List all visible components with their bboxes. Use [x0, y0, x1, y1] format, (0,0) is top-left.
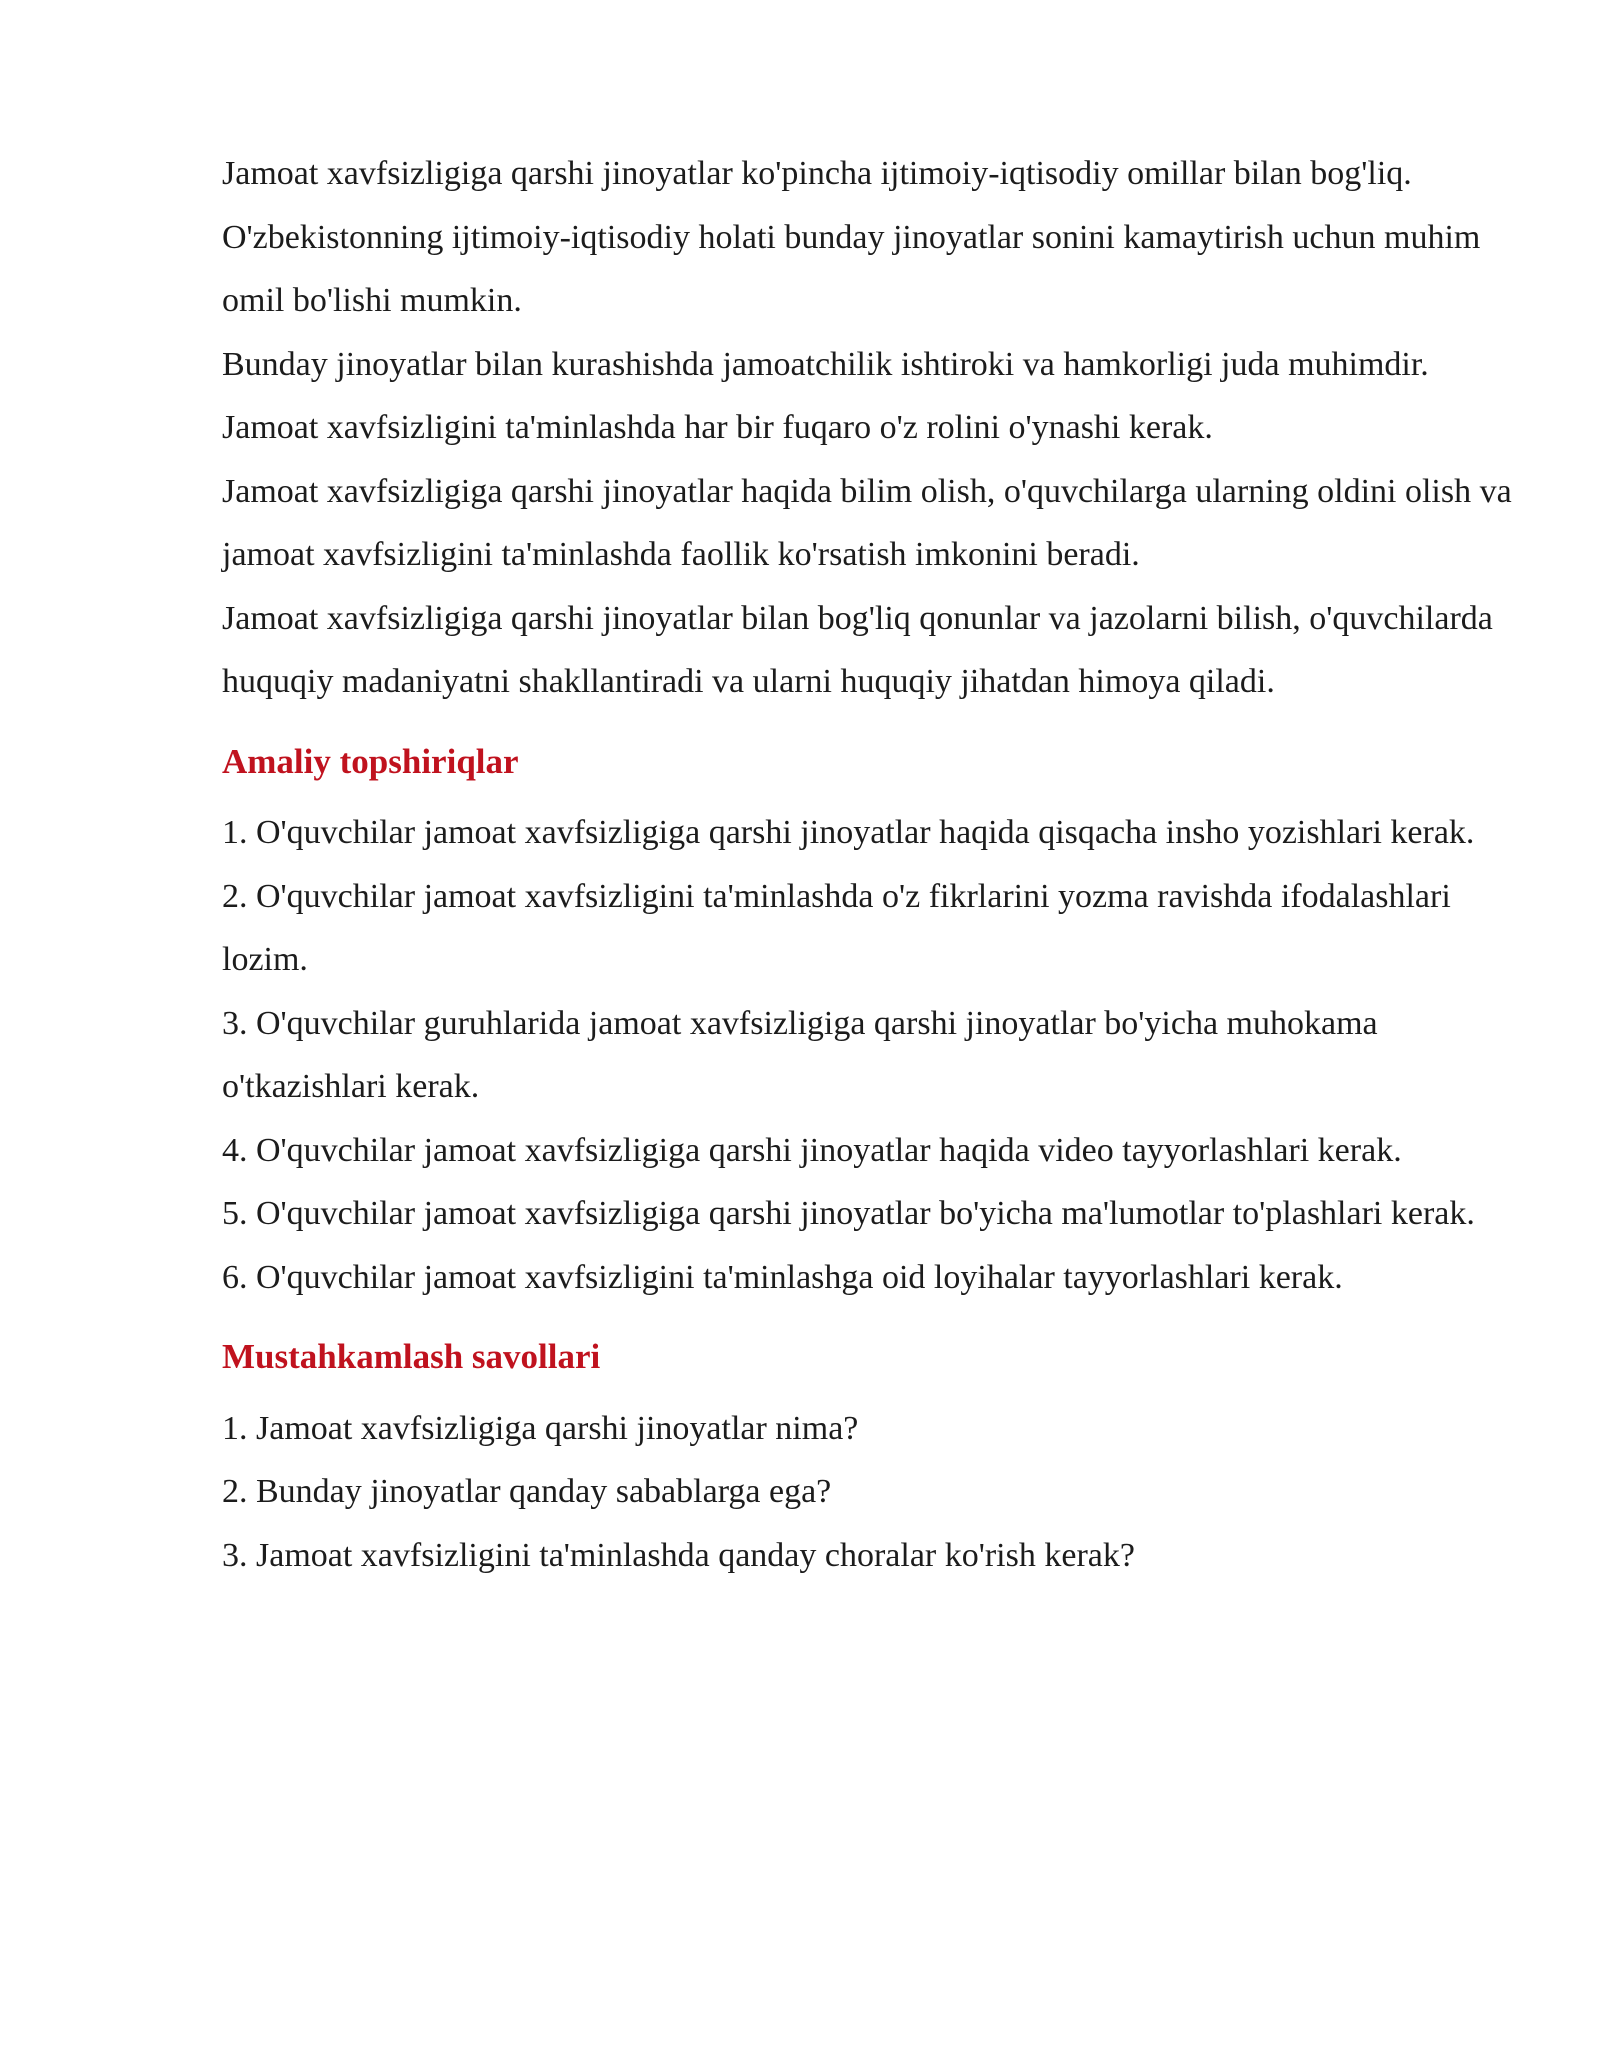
practical-tasks-list: [222, 801, 1512, 1309]
intro-paragraph-2: Bunday jinoyatlar bilan kurashishda jamoatchilik ishtiroki va hamkorligi juda muhimdir. Jamoat xavfsizligini ta'minlashda har bir fuqaro o'z rolini o'ynashi kerak.: [222, 345, 1429, 446]
intro-paragraph-4: Jamoat xavfsizligiga qarshi jinoyatlar bilan bog'liq qonunlar va jazolarni bilish, o'quvchilarda huquqiy madaniyatni shakllantiradi va ularni huquqiy jihatdan himoya qiladi.: [222, 599, 1493, 700]
review-question-item: 1. Jamoat xavfsizligiga qarshi jinoyatlar nima?: [222, 1409, 859, 1447]
review-question-item: 3. Jamoat xavfsizligini ta'minlashda qanday choralar ko'rish kerak?: [222, 1536, 1135, 1574]
practical-task-item: 5. O'quvchilar jamoat xavfsizligiga qarshi jinoyatlar bo'yicha ma'lumotlar to'plashlari kerak.: [222, 1195, 1475, 1232]
practical-task-item: 3. O'quvchilar guruhlarida jamoat xavfsizligiga qarshi jinoyatlar bo'yicha muhokama o'tkazishlari kerak.: [222, 1004, 1378, 1105]
review-question-item: 2. Bunday jinoyatlar qanday sabablarga ega?: [222, 1473, 832, 1510]
practical-tasks-heading: Amaliy topshiriqlar: [222, 741, 519, 781]
practical-task-item: 2. O'quvchilar jamoat xavfsizligini ta'minlashda o'z fikrlarini yozma ravishda ifodalashlari lozim.: [222, 877, 1451, 978]
document-page: [222, 142, 1512, 1587]
review-questions-list: [222, 1397, 1512, 1588]
intro-paragraph-3: Jamoat xavfsizligiga qarshi jinoyatlar haqida bilim olish, o'quvchilarga ularning oldini olish va jamoat xavfsizligini ta'minlashda faollik ko'rsatish imkonini beradi.: [222, 472, 1512, 573]
intro-paragraph-1: Jamoat xavfsizligiga qarshi jinoyatlar ko'pincha ijtimoiy-iqtisodiy omillar bilan bog'liq. O'zbekistonning ijtimoiy-iqtisodiy holati bunday jinoyatlar sonini kamaytirish uchun muhim omil bo'lishi mumkin.: [222, 155, 1481, 319]
practical-task-item: 1. O'quvchilar jamoat xavfsizligiga qarshi jinoyatlar haqida qisqacha insho yozishlari kerak.: [222, 814, 1475, 851]
review-questions-heading: Mustahkamlash savollari: [222, 1337, 601, 1376]
practical-task-item: 6. O'quvchilar jamoat xavfsizligini ta'minlashga oid loyihalar tayyorlashlari kerak.: [222, 1258, 1343, 1296]
practical-task-item: 4. O'quvchilar jamoat xavfsizligiga qarshi jinoyatlar haqida video tayyorlashlari kerak.: [222, 1131, 1402, 1169]
